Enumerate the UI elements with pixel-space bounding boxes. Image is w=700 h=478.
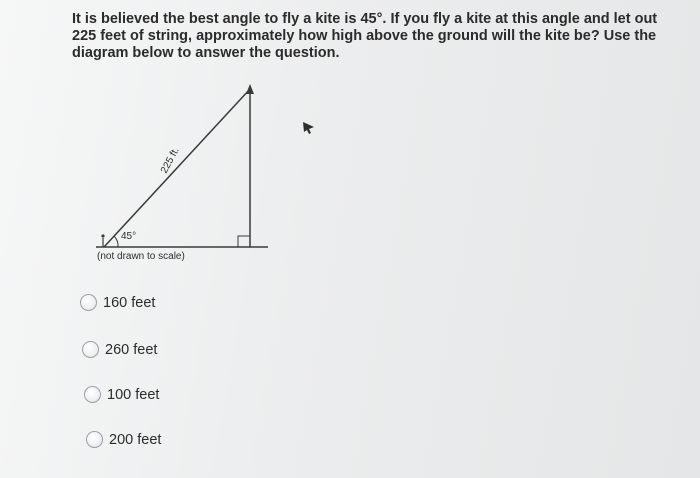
answer-option-label: 260 feet bbox=[105, 341, 158, 358]
angle-label: 45° bbox=[121, 231, 137, 242]
hypotenuse-label: 225 ft. bbox=[158, 145, 182, 176]
answer-option-label: 160 feet bbox=[103, 294, 156, 311]
question-text: It is believed the best angle to fly a kite is 45°. If you fly a kite at this angle and let out 225 feet of string, approximately how high above the ground will the kite be? Use the diagram below to answer the question. bbox=[72, 11, 658, 61]
answer-option-label: 200 feet bbox=[109, 431, 162, 448]
answer-option-label: 100 feet bbox=[107, 386, 160, 403]
diagram-caption: (not drawn to scale) bbox=[97, 251, 185, 262]
